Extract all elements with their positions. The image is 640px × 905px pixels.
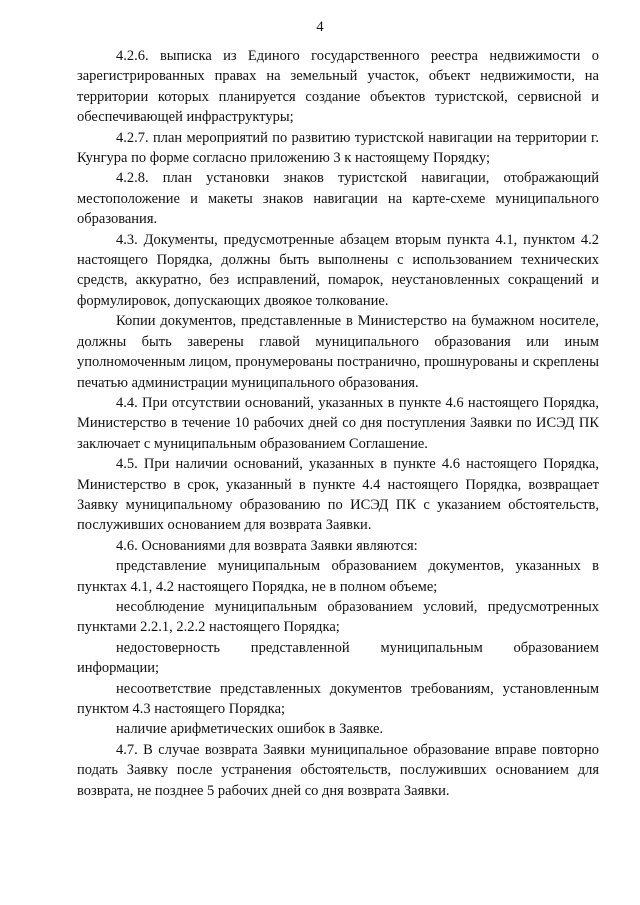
paragraph-copies: Копии документов, представленные в Министерство на бумажном носителе, должны быть заверены главой муниципального образования или иным уполномоченным лицом, пронумерованы постранично, прошнурованы и скреплены печатью администрации муниципального образования. bbox=[77, 313, 599, 391]
paragraph-4-2-7: 4.2.7. план мероприятий по развитию туристской навигации на территории г. Кунгура по форме согласно приложению 3 к настоящему Порядку; bbox=[77, 129, 599, 167]
paragraph-4-7: 4.7. В случае возврата Заявки муниципальное образование вправе повторно подать Заявку после устранения обстоятельств, послуживших основанием для возврата, не позднее 5 рабочих дней со дня возврата Заявки. bbox=[77, 741, 599, 799]
document-body bbox=[77, 46, 599, 801]
paragraph-4-2-6: 4.2.6. выписка из Единого государственного реестра недвижимости о зарегистрированных правах на земельный участок, объект недвижимости, на территории которых планируется создание объектов туристской, сервисной и обеспечивающей инфраструктуры; bbox=[77, 48, 599, 126]
paragraph-4-5: 4.5. При наличии оснований, указанных в пункте 4.6 настоящего Порядка, Министерство в срок, указанный в пункте 4.4 настоящего Порядка, возвращает Заявку муниципальному образованию по ИСЭД ПК с указанием обстоятельств, послуживших основанием для возврата Заявки. bbox=[77, 456, 599, 534]
paragraph-4-6: 4.6. Основаниями для возврата Заявки являются: bbox=[116, 537, 418, 554]
paragraph-4-3: 4.3. Документы, предусмотренные абзацем вторым пункта 4.1, пунктом 4.2 настоящего Порядка, должны быть выполнены с использованием технических средств, аккуратно, без исправлений, помарок, неустановленных сокращений и формулировок, допускающих двоякое толкование. bbox=[77, 231, 599, 309]
paragraph-4-6-item-3: недостоверность представленной муниципальным образованием информации; bbox=[77, 639, 599, 677]
paragraph-4-6-item-5: наличие арифметических ошибок в Заявке. bbox=[116, 721, 384, 738]
page-number: 4 bbox=[316, 19, 324, 35]
paragraph-4-6-item-4: несоответствие представленных документов требованиям, установленным пунктом 4.3 настоящего Порядка; bbox=[77, 680, 599, 717]
paragraph-4-4: 4.4. При отсутствии оснований, указанных в пункте 4.6 настоящего Порядка, Министерство в течение 10 рабочих дней со дня поступления Заявки по ИСЭД ПК заключает с муниципальным образованием Соглашение. bbox=[77, 394, 599, 452]
paragraph-4-6-item-1: представление муниципальным образованием документов, указанных в пунктах 4.1, 4.2 настоящего Порядка, не в полном объеме; bbox=[77, 558, 599, 595]
paragraph-4-6-item-2: несоблюдение муниципальным образованием условий, предусмотренных пунктами 2.2.1, 2.2.2 настоящего Порядка; bbox=[77, 598, 599, 636]
paragraph-4-2-8: 4.2.8. план установки знаков туристской навигации, отображающий местоположение и макеты знаков навигации на карте-схеме муниципального образования. bbox=[77, 170, 599, 228]
